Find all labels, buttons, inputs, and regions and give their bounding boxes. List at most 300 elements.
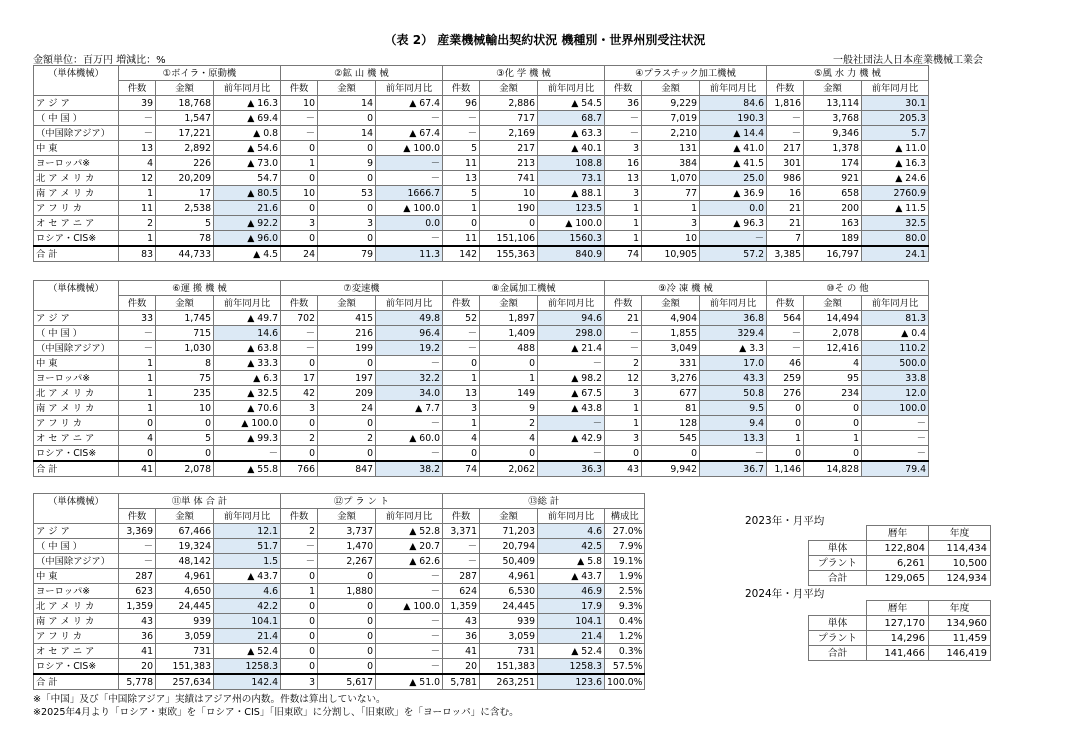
table-cell: 21.4 xyxy=(538,629,605,644)
column-header: 前年同月比 xyxy=(700,296,767,311)
table-cell: 24,445 xyxy=(480,599,538,614)
table-cell: 0 xyxy=(443,356,480,371)
table-cell: 123.6 xyxy=(538,674,605,690)
table-cell: 80.0 xyxy=(862,231,929,247)
column-header: 金額 xyxy=(318,81,376,96)
avg-2023-table xyxy=(808,525,991,586)
table-cell: － xyxy=(376,231,443,247)
table-cell: 1 xyxy=(605,231,642,247)
table-cell: － xyxy=(376,644,443,659)
avg-row xyxy=(809,646,991,661)
table-cell: 4,904 xyxy=(642,311,700,326)
table-cell: 0 xyxy=(318,569,376,584)
table-row xyxy=(34,326,929,341)
table-cell: 151,383 xyxy=(156,659,214,675)
table-cell: 0 xyxy=(318,446,376,462)
table-cell: 0 xyxy=(480,216,538,231)
table-row xyxy=(34,246,929,262)
table-cell: 3,385 xyxy=(767,246,804,262)
table-cell: 1 xyxy=(281,584,318,599)
table-cell: 205.3 xyxy=(862,111,929,126)
table-cell: － xyxy=(119,554,156,569)
group-header: ⑨冷 凍 機 械 xyxy=(605,281,767,296)
table-cell: ▲ 73.0 xyxy=(214,156,281,171)
table-cell: 0 xyxy=(318,201,376,216)
table-cell: 36.3 xyxy=(538,461,605,477)
table-cell: 0 xyxy=(642,446,700,462)
table-cell: 21.6 xyxy=(214,201,281,216)
table-cell: ▲ 0.8 xyxy=(214,126,281,141)
totals-table xyxy=(33,493,645,690)
table-cell: 0 xyxy=(281,171,318,186)
table-cell: － xyxy=(605,326,642,341)
table-cell: ▲ 11.0 xyxy=(862,141,929,156)
table-cell: 10 xyxy=(156,401,214,416)
table-cell: 1560.3 xyxy=(538,231,605,247)
unit-label: （単体機械） xyxy=(34,494,119,509)
column-header: 前年同月比 xyxy=(538,509,605,524)
group-header: ④プラスチック加工機械 xyxy=(605,66,767,81)
table-cell: ▲ 54.5 xyxy=(538,96,605,111)
table-cell: 3,276 xyxy=(642,371,700,386)
table-cell: 151,383 xyxy=(480,659,538,675)
column-header: 件数 xyxy=(605,296,642,311)
table-cell: 151,106 xyxy=(480,231,538,247)
table-cell: － xyxy=(443,341,480,356)
table-cell: 0 xyxy=(605,446,642,462)
table-cell: 131 xyxy=(642,141,700,156)
table-cell: ▲ 70.6 xyxy=(214,401,281,416)
avg-row xyxy=(809,571,991,586)
region-label: 南 ア メ リ カ xyxy=(34,186,119,201)
table-cell: 6,530 xyxy=(480,584,538,599)
table-cell: 0 xyxy=(443,216,480,231)
table-cell: 1 xyxy=(443,371,480,386)
table-cell: 0 xyxy=(480,446,538,462)
table-cell: 209 xyxy=(318,386,376,401)
table-cell: 226 xyxy=(156,156,214,171)
table-cell: 13 xyxy=(605,171,642,186)
table-cell: － xyxy=(767,341,804,356)
table-cell: 189 xyxy=(804,231,862,247)
table-cell: 2 xyxy=(281,431,318,446)
table-cell: 677 xyxy=(642,386,700,401)
machine-table-1 xyxy=(33,65,929,262)
table-cell: 1 xyxy=(119,386,156,401)
table-cell: 10 xyxy=(281,96,318,111)
table-cell: 14 xyxy=(318,126,376,141)
table-cell: － xyxy=(376,569,443,584)
table-cell: 0.3% xyxy=(605,644,645,659)
table-cell: － xyxy=(538,446,605,462)
table-cell: 4,961 xyxy=(480,569,538,584)
table-cell: 545 xyxy=(642,431,700,446)
table-cell: 10 xyxy=(480,186,538,201)
region-label: 南 ア メ リ カ xyxy=(34,614,119,629)
table-cell: － xyxy=(119,341,156,356)
table-cell: 68.7 xyxy=(538,111,605,126)
table-cell: － xyxy=(443,326,480,341)
table-cell: 234 xyxy=(804,386,862,401)
table-cell: ▲ 41.0 xyxy=(700,141,767,156)
table-cell: 5 xyxy=(156,431,214,446)
table-row xyxy=(34,569,645,584)
table-cell: － xyxy=(443,126,480,141)
table-cell: 3,049 xyxy=(642,341,700,356)
table-cell: 2,892 xyxy=(156,141,214,156)
table-cell: 658 xyxy=(804,186,862,201)
table-cell: － xyxy=(281,111,318,126)
table-cell: ▲ 99.3 xyxy=(214,431,281,446)
table-cell: 19,324 xyxy=(156,539,214,554)
table-cell: ▲ 52.8 xyxy=(376,524,443,539)
table-cell: 14.6 xyxy=(214,326,281,341)
avg-2024-title: 2024年・月平均 xyxy=(745,588,825,600)
group-header: ⑫プ ラ ン ト xyxy=(281,494,443,509)
table-cell: 0 xyxy=(318,416,376,431)
table-cell: 0 xyxy=(281,201,318,216)
table-cell: ▲ 7.7 xyxy=(376,401,443,416)
footnote-2: ※2025年4月より「ロシア・東欧」を「ロシア・CIS」「旧東欧」に分割し、「旧東欧」を「ヨーロッパ」に含む。 xyxy=(33,707,519,718)
table-row xyxy=(34,416,929,431)
region-label: ア フ リ カ xyxy=(34,629,119,644)
table-cell: 128 xyxy=(642,416,700,431)
table-cell: － xyxy=(862,446,929,462)
table-cell: 10 xyxy=(642,231,700,247)
table-cell: － xyxy=(700,446,767,462)
table-cell: 190.3 xyxy=(700,111,767,126)
table-cell: 3 xyxy=(605,186,642,201)
table-cell: 3 xyxy=(281,401,318,416)
region-label: オ セ ア ニ ア xyxy=(34,431,119,446)
table-cell: ▲ 43.8 xyxy=(538,401,605,416)
table-cell: ▲ 52.4 xyxy=(538,644,605,659)
group-header: ⑥運 搬 機 械 xyxy=(119,281,281,296)
table-row xyxy=(34,524,645,539)
column-header: 前年同月比 xyxy=(214,296,281,311)
region-label: （中国除アジア） xyxy=(34,126,119,141)
table-cell: ▲ 100.0 xyxy=(538,216,605,231)
table-cell: 0 xyxy=(318,141,376,156)
table-cell: 1,359 xyxy=(119,599,156,614)
table-cell: ▲ 69.4 xyxy=(214,111,281,126)
region-label: ア ジ ア xyxy=(34,96,119,111)
subheader-row xyxy=(34,81,929,96)
column-header: 件数 xyxy=(443,81,480,96)
table-cell: 36 xyxy=(443,629,480,644)
table-cell: 16,797 xyxy=(804,246,862,262)
table-cell: ▲ 96.3 xyxy=(700,216,767,231)
table-cell: 13 xyxy=(119,141,156,156)
avg-cell: 124,934 xyxy=(929,571,991,586)
table-cell: ▲ 52.4 xyxy=(214,644,281,659)
table-cell: 41 xyxy=(443,644,480,659)
region-label: ア ジ ア xyxy=(34,524,119,539)
table-cell: － xyxy=(605,126,642,141)
table-cell: 0 xyxy=(318,231,376,247)
column-header: 件数 xyxy=(281,296,318,311)
table-row xyxy=(34,554,645,569)
column-header: 前年同月比 xyxy=(862,296,929,311)
table-cell: 1 xyxy=(767,431,804,446)
table-cell: 95 xyxy=(804,371,862,386)
table-cell: 100.0 xyxy=(862,401,929,416)
table-cell: 1,897 xyxy=(480,311,538,326)
table-cell: 57.2 xyxy=(700,246,767,262)
table-cell: 0 xyxy=(281,416,318,431)
table-cell: － xyxy=(281,554,318,569)
table-cell: 21 xyxy=(605,311,642,326)
table-cell: 1666.7 xyxy=(376,186,443,201)
column-header: 前年同月比 xyxy=(700,81,767,96)
table-cell: 46.9 xyxy=(538,584,605,599)
table-cell: 0 xyxy=(156,416,214,431)
avg-cell: 129,065 xyxy=(867,571,929,586)
table-row xyxy=(34,311,929,326)
table-cell: 34.0 xyxy=(376,386,443,401)
table-cell: 3 xyxy=(605,386,642,401)
table-row xyxy=(34,201,929,216)
table-row xyxy=(34,659,645,675)
table-cell: 7,019 xyxy=(642,111,700,126)
group-header: ⑪単 体 合 計 xyxy=(119,494,281,509)
table-cell: 0 xyxy=(281,446,318,462)
table-cell: 12 xyxy=(119,171,156,186)
table-cell: ▲ 33.3 xyxy=(214,356,281,371)
table-cell: 2,078 xyxy=(156,461,214,477)
table-cell: 1 xyxy=(281,156,318,171)
table-row xyxy=(34,446,929,462)
table-cell: 9.5 xyxy=(700,401,767,416)
table-row xyxy=(34,386,929,401)
table-cell: 731 xyxy=(480,644,538,659)
table-cell: 5 xyxy=(156,216,214,231)
column-header: 件数 xyxy=(119,509,156,524)
avg-row-label: 合計 xyxy=(809,571,867,586)
table-cell: 44,733 xyxy=(156,246,214,262)
avg-row xyxy=(809,616,991,631)
table-cell: 1 xyxy=(443,416,480,431)
table-cell: 83 xyxy=(119,246,156,262)
table-cell: 1 xyxy=(804,431,862,446)
table-cell: ▲ 21.4 xyxy=(538,341,605,356)
table-cell: 67,466 xyxy=(156,524,214,539)
table-cell: 301 xyxy=(767,156,804,171)
table-row xyxy=(34,371,929,386)
table-cell: ▲ 88.1 xyxy=(538,186,605,201)
table-cell: 13.3 xyxy=(700,431,767,446)
table-cell: 14 xyxy=(318,96,376,111)
group-header: ⑬総 計 xyxy=(443,494,645,509)
table-cell: 415 xyxy=(318,311,376,326)
column-header: 金額 xyxy=(156,509,214,524)
group-header: ⑩そ の 他 xyxy=(767,281,929,296)
table-cell: 38.2 xyxy=(376,461,443,477)
table-cell: ▲ 16.3 xyxy=(862,156,929,171)
table-cell: 190 xyxy=(480,201,538,216)
table-cell: － xyxy=(376,659,443,675)
region-label: （中国除アジア） xyxy=(34,554,119,569)
table-cell: 32.5 xyxy=(862,216,929,231)
table-row xyxy=(34,111,929,126)
table-cell: 1,378 xyxy=(804,141,862,156)
subheader-row xyxy=(34,296,929,311)
avg-cell: 127,170 xyxy=(867,616,929,631)
table-cell: 9 xyxy=(480,401,538,416)
table-cell: 0 xyxy=(767,401,804,416)
table-cell: 30.1 xyxy=(862,96,929,111)
table-cell: ▲ 67.4 xyxy=(376,126,443,141)
avg-cell: 141,466 xyxy=(867,646,929,661)
table-cell: 33 xyxy=(119,311,156,326)
table-cell: － xyxy=(281,326,318,341)
table-cell: ▲ 92.2 xyxy=(214,216,281,231)
avg-header-row xyxy=(809,601,991,616)
table-cell: 16 xyxy=(767,186,804,201)
table-cell: 0 xyxy=(281,659,318,675)
table-cell: 847 xyxy=(318,461,376,477)
table-cell: 276 xyxy=(767,386,804,401)
table-cell: 715 xyxy=(156,326,214,341)
table-cell: 1,070 xyxy=(642,171,700,186)
table-cell: 2.5% xyxy=(605,584,645,599)
table-cell: 52 xyxy=(443,311,480,326)
organization-name: 一般社団法人日本産業機械工業会 xyxy=(833,55,983,66)
table-cell: － xyxy=(862,431,929,446)
table-cell: 9,942 xyxy=(642,461,700,477)
table-cell: 3,059 xyxy=(480,629,538,644)
table-cell: 0 xyxy=(318,599,376,614)
table-cell: 0 xyxy=(804,416,862,431)
region-label: 合 計 xyxy=(34,246,119,262)
table-cell: 1.9% xyxy=(605,569,645,584)
table-cell: 53 xyxy=(318,186,376,201)
region-label: 北 ア メ リ カ xyxy=(34,386,119,401)
table-cell: 986 xyxy=(767,171,804,186)
table-cell: 104.1 xyxy=(214,614,281,629)
unit-label-blank xyxy=(34,81,119,96)
region-label: 中 東 xyxy=(34,356,119,371)
table-cell: 1 xyxy=(480,371,538,386)
table-row xyxy=(34,599,645,614)
table-cell: 48,142 xyxy=(156,554,214,569)
table-cell: ▲ 80.5 xyxy=(214,186,281,201)
table-cell: － xyxy=(119,111,156,126)
column-header: 前年同月比 xyxy=(538,81,605,96)
table-cell: 81 xyxy=(642,401,700,416)
table-cell: 3 xyxy=(642,216,700,231)
table-cell: 12.0 xyxy=(862,386,929,401)
column-header: 前年同月比 xyxy=(376,81,443,96)
table-cell: 731 xyxy=(156,644,214,659)
column-header: 前年同月比 xyxy=(376,509,443,524)
column-header: 金額 xyxy=(156,296,214,311)
table-row xyxy=(34,674,645,690)
avg-corner xyxy=(809,526,867,541)
table-cell: 3 xyxy=(443,401,480,416)
table-cell: 1 xyxy=(119,231,156,247)
table-cell: 11 xyxy=(119,201,156,216)
table-row xyxy=(34,356,929,371)
table-cell: ▲ 14.4 xyxy=(700,126,767,141)
table-cell: 100.0% xyxy=(605,674,645,690)
table-cell: 32.2 xyxy=(376,371,443,386)
table-cell: 4 xyxy=(443,431,480,446)
table-cell: 1,880 xyxy=(318,584,376,599)
region-label: （ 中 国 ） xyxy=(34,111,119,126)
table-cell: ▲ 49.7 xyxy=(214,311,281,326)
table-cell: 17.0 xyxy=(700,356,767,371)
table-cell: 1,816 xyxy=(767,96,804,111)
table-cell: 331 xyxy=(642,356,700,371)
table-cell: 259 xyxy=(767,371,804,386)
table-cell: 1 xyxy=(119,356,156,371)
table-cell: － xyxy=(281,341,318,356)
avg-header-row xyxy=(809,526,991,541)
table-cell: 0 xyxy=(443,446,480,462)
table-cell: 123.5 xyxy=(538,201,605,216)
table-row xyxy=(34,614,645,629)
table-cell: － xyxy=(376,584,443,599)
column-header: 金額 xyxy=(642,81,700,96)
table-cell: 96.4 xyxy=(376,326,443,341)
table-cell: 500.0 xyxy=(862,356,929,371)
table-cell: 49.8 xyxy=(376,311,443,326)
table-cell: ▲ 41.5 xyxy=(700,156,767,171)
group-header: ②鉱 山 機 械 xyxy=(281,66,443,81)
table-cell: 1,146 xyxy=(767,461,804,477)
region-label: ロシア・CIS※ xyxy=(34,659,119,675)
table-cell: ▲ 3.3 xyxy=(700,341,767,356)
table-cell: 3,369 xyxy=(119,524,156,539)
column-header: 前年同月比 xyxy=(214,81,281,96)
table-cell: 75 xyxy=(156,371,214,386)
table-cell: 0 xyxy=(281,644,318,659)
table-cell: 2 xyxy=(480,416,538,431)
table-cell: 384 xyxy=(642,156,700,171)
table-cell: 2,169 xyxy=(480,126,538,141)
table-cell: 4.6 xyxy=(538,524,605,539)
header-row xyxy=(34,66,929,81)
table-cell: 12 xyxy=(605,371,642,386)
table-cell: 78 xyxy=(156,231,214,247)
table-cell: 21 xyxy=(767,216,804,231)
unit-label-blank xyxy=(34,296,119,311)
table-row xyxy=(34,341,929,356)
table-row xyxy=(34,629,645,644)
table-cell: 2,538 xyxy=(156,201,214,216)
region-label: 中 東 xyxy=(34,569,119,584)
table-cell: 0 xyxy=(318,644,376,659)
region-label: ア フ リ カ xyxy=(34,416,119,431)
table-cell: 235 xyxy=(156,386,214,401)
table-row xyxy=(34,186,929,201)
table-cell: 0 xyxy=(318,356,376,371)
table-cell: 199 xyxy=(318,341,376,356)
table-cell: 14,828 xyxy=(804,461,862,477)
table-cell: ▲ 4.5 xyxy=(214,246,281,262)
table-cell: 5,617 xyxy=(318,674,376,690)
avg-cell: 10,500 xyxy=(929,556,991,571)
avg-cell: 134,960 xyxy=(929,616,991,631)
table-cell: 766 xyxy=(281,461,318,477)
table-cell: ▲ 6.3 xyxy=(214,371,281,386)
table-row xyxy=(34,141,929,156)
column-header: 前年同月比 xyxy=(376,296,443,311)
table-cell: 7 xyxy=(767,231,804,247)
table-cell: － xyxy=(605,341,642,356)
region-label: （ 中 国 ） xyxy=(34,326,119,341)
